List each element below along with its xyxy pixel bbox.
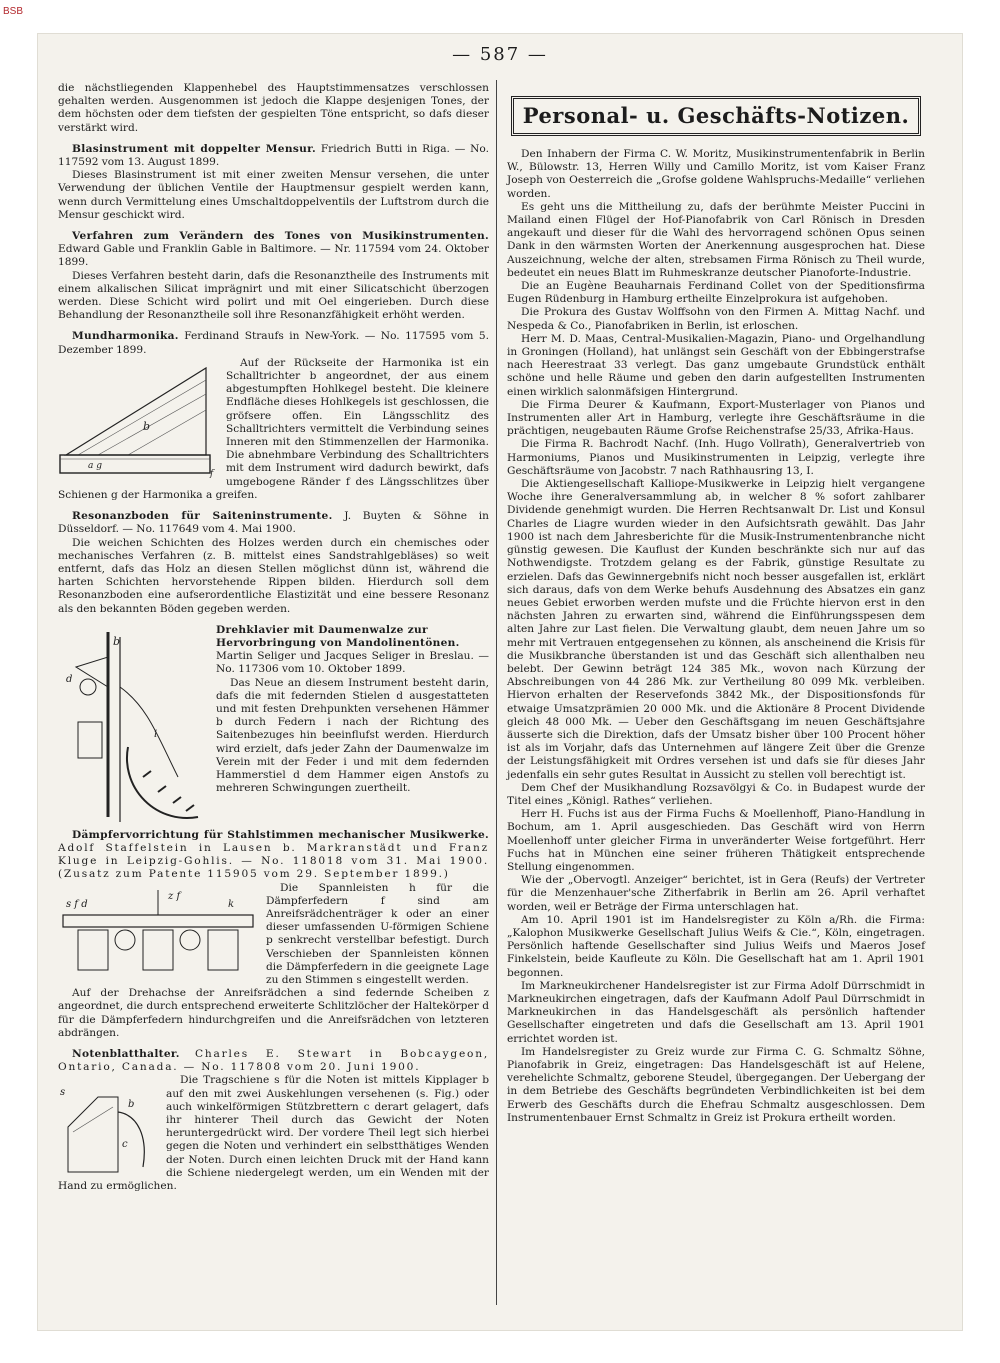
drehklavier-figure <box>58 627 208 827</box>
entry-title: Notenblatthalter. <box>72 1047 180 1060</box>
notice-paragraph: Dem Chef der Musikhandlung Rozsavölgyi & Co. in Budapest wurde der Titel eines „Königl. Rathes“ verliehen. <box>507 781 925 807</box>
library-mark: BSB <box>3 6 24 17</box>
entry-meta: Charles E. Stewart in Bobcaygeon, Ontario, Canada. — No. 117808 vom 20. Juni 1900. <box>58 1047 490 1074</box>
patent-notenblatthalter <box>58 1048 489 1193</box>
svg-text:d: d <box>66 673 73 685</box>
svg-text:z f: z f <box>168 890 181 902</box>
notice-paragraph: Herr H. Fuchs ist aus der Firma Fuchs & Moellenhoff, Piano-Handlung in Bochum, am 1. April ausgeschieden. Das Geschäft wird von Herrn Moellenhoff unter gleicher Firma in unveränderter Weise fortgeführt. Herr Fuchs hat in München eine seiner früheren Thätigkeit entsprechende Stellung eingenommen. <box>507 808 925 873</box>
svg-text:a g: a g <box>88 460 102 471</box>
entry-title: Blasinstrument mit doppelter Mensur. <box>72 142 316 155</box>
entry-meta: Adolf Staffelstein in Lausen b. Markranstädt und Franz Kluge in Leipzig-Gohlis. — No. 118018 vom 31. Mai 1900. (Zusatz zum Patente 115905 vom 29. September 1899.) <box>58 841 489 881</box>
entry-body: Die Spannleisten h für die Dämpferfedern f sind am Anreifsrädchenträger k oder an einer dieser umfassenden U-förmigen Schiene p senkrecht verstellbar befestigt. Durch Verschieben der Spannleisten können die Dämpferfedern in die geeignete Lage zu den Stimmen s eingestellt werden. <box>266 881 489 986</box>
entry-meta: Friedrich Butti in Riga. — No. 117592 vom 13. August 1899. <box>58 142 489 169</box>
svg-text:b: b <box>143 419 151 433</box>
entry-meta: Edward Gable und Franklin Gable in Baltimore. — Nr. 117594 vom 24. Oktober 1899. <box>58 243 489 269</box>
notice-paragraph: Die an Eugène Beauharnais Ferdinand Collet von der Speditionsfirma Eugen Rüdenburg in Hamburg ertheilte Einzelprokura ist aufgehoben. <box>507 280 925 306</box>
notice-paragraph: Es geht uns die Mittheilung zu, dafs der berühmte Meister Puccini in Mailand einen Flügel der Hof-Pianofabrik von Carl Rönisch in Dresden angekauft und dieser für die Wahl des hervorragend schönen Opus seinen Dank in den wärmsten Worten der Anerkennung ausgesprochen hat. Diese Auszeichnung, welche der alten, strebsamen Firma Rönisch zu Theil wurde, bedeutet ein neues Blatt im Ruhmeskranze deutscher Pianoforte-Industrie. <box>507 200 925 279</box>
svg-text:f: f <box>210 468 214 479</box>
patent-drehklavier <box>58 624 489 796</box>
daempfer-figure <box>58 885 258 985</box>
patent-daempfer <box>58 829 489 1040</box>
entry-body: Die Tragschiene s für die Noten ist mittels Kipplager b auf den mit zwei Auskehlungen versehenen (s. Fig.) oder auch winkelförmigen Stützbrettern c derart gelagert, dafs ihr hinterer Theil durch das Gewicht der Noten heruntergedrückt wird. Der vordere Theil legt sich hierbei gegen die Noten und verhindert ein selbstthätiges Wenden der Noten. Durch einen leichten Druck mit der Hand kann die Schiene niedergelegt werden, um ein Wenden mit der Hand zu ermöglichen. <box>58 1074 489 1192</box>
entry-title: Resonanzboden für Saiteninstrumente. <box>72 510 333 523</box>
entry-meta: J. Buyten & Söhne in Düsseldorf. — No. 117649 vom 4. Mai 1900. <box>58 510 489 536</box>
entry-body: Das Neue an diesem Instrument besteht darin, dafs die mit federnden Stielen d ausgestatteten und mit festen Drehpunkten versehenen Hämmer b durch Federn i nach der Richtung des Saitenbezuges hin beeinflufst werden. Hierdurch wird erzielt, dafs jeder Zahn der Daumenwalze im Verein mit der Feder i und mit dem federnden Hammerstiel d dem Hammer eigen Anstofs zu mehreren Schwingungen zuertheilt. <box>216 676 489 795</box>
notice-paragraph: Den Inhabern der Firma C. W. Moritz, Musikinstrumentenfabrik in Berlin W., Bülowstr. 13, Herren Willy und Camillo Moritz, ist vom Kaiser Franz Joseph von Oesterreich die „Grofse goldene Wahlspruchs-Medaille“ verliehen worden. <box>507 148 925 200</box>
patent-mundharmonika <box>58 330 489 502</box>
patent-blasinstrument <box>58 143 489 222</box>
notice-paragraph: Im Handelsregister zu Greiz wurde zur Firma C. G. Schmaltz Söhne, Pianofabrik in Greiz, eingetragen: Das Handelsgeschäft ist auf Helene, verehelichte Schmaltz, geborene Steudel, übergegangen. Der Uebergang der in dem Betriebe des Geschäfts begründeten Verbindlichkeiten ist bei dem Erwerb des Geschäfts durch die Ehefrau Schmaltz ausgeschlossen. Dem Instrumentenbauer Ernst Schmaltz in Greiz ist Prokura ertheilt worden. <box>507 1045 925 1124</box>
page-number: — 587 — <box>452 44 548 65</box>
svg-text:s: s <box>60 1087 66 1099</box>
svg-text:b: b <box>128 1099 135 1111</box>
svg-text:i: i <box>154 728 158 740</box>
svg-text:c: c <box>122 1139 128 1151</box>
notice-paragraph: Die Prokura des Gustav Wolffsohn von den Firmen A. Mittag Nachf. und Nespeda & Co., Pianofabriken in Berlin, ist erloschen. <box>507 306 925 332</box>
entry-meta: Ferdinand Straufs in New-York. — No. 117595 vom 5. Dezember 1899. <box>58 330 489 356</box>
right-column <box>507 82 925 1125</box>
entry-title: Drehklavier mit Daumenwalze zur Hervorbringung von Mandolinentönen. <box>216 623 460 649</box>
svg-text:s f d: s f d <box>66 898 88 910</box>
entry-title: Verfahren zum Verändern des Tones von Musikinstrumenten. <box>72 230 489 243</box>
entry-body: Auf der Rückseite der Harmonika ist ein Schalltrichter b angeordnet, der aus einem abgestumpften Hohlkegel besteht. Die kleinere Endfläche dieses Hohlkegels ist geschlossen, die gröfsere offen. Ein Längsschlitz des Schalltrichters vermittelt die Verbindung seines Inneren mit den Stimmenzellen der Harmonika. Die abnehmbare Verbindung des Schalltrichters mit dem Instrument wird dadurch bewirkt, dafs umgebogene Ränder f des Längsschlitzes über Schienen g der Harmonika a greifen. <box>58 356 489 501</box>
section-header: Personal- u. Geschäfts-Notizen. <box>511 96 921 136</box>
entry-meta: Martin Seliger und Jacques Seliger in Breslau. — No. 117306 vom 10. Oktober 1899. <box>216 650 489 676</box>
entry-body: Dieses Verfahren besteht darin, dafs die Resonanztheile des Instruments mit einem alkalischen Silicat imprägnirt und mit einer Silicatschicht überzogen werden. Diese Schicht wird polirt und mit Oel eingerieben. Durch diese Behandlung der Resonanztheile soll ihre Resonanzfähigkeit erhöht werden. <box>58 269 489 322</box>
patent-verfahren <box>58 230 489 322</box>
entry-title: Mundharmonika. <box>72 330 179 343</box>
notice-list <box>507 148 925 1125</box>
notice-paragraph: Im Markneukirchener Handelsregister ist zur Firma Adolf Dürrschmidt in Markneukirchen eingetragen, dafs der Kaufmann Adolf Paul Dürrschmidt in Markneukirchen in das Handelsgeschäft als persönlich haftender Gesellschafter eingetreten und dafs die Gesellschaft am 13. April 1901 errichtet worden ist. <box>507 979 925 1045</box>
notenblatthalter-figure <box>58 1077 158 1177</box>
column-divider <box>496 80 497 1305</box>
harmonica-figure <box>58 360 218 480</box>
notice-paragraph: Die Aktiengesellschaft Kalliope-Musikwerke in Leipzig hielt vergangene Woche ihre Generalversammlung ab, in welcher 8 % sofort zahlbarer Dividende genehmigt wurden. Die Herren Rechtsanwalt Dr. List und Konsul Charles de Liagre wurden wieder in den Aufsichtsrath gewählt. Das Jahr 1900 ist nach dem Jahresberichte für die Musik-Instrumentenbranche nicht günstig gewesen. Die Kauflust der Kunden beschränkte sich nur auf das Nothwendigste. Trotzdem gelang es der Fabrik, günstige Resultate zu erzielen. Dafs das Gewinnergebnifs nicht noch besser ausgefallen ist, erklärt sich daraus, dafs von dem Werke behufs Ausdehnung des Absatzes ein ganz neues Gebiet erworben werden mufste und die Früchte hiervon erst in den nächsten Jahren zu erwarten sind, während die Einführungsspesen dem alten Jahre zur Last fielen. Die Verwaltung glaubt, dem neuen Jahre um so mehr mit Vertrauen entgegensehen zu können, als anscheinend die Krisis für die Musikbranche überstanden ist und das Geschäft sich allenthalben neu belebt. Der Gewinn beträgt 124 385 Mk., wovon nach Kürzung der Abschreibungen von 44 286 Mk. zur Vertheilung 80 099 Mk. verbleiben. Hiervon erhalten der Reservefonds 3842 Mk., der Dispositionsfonds für etwaige Umsatzprämien 20 000 Mk. und die Aktionäre 8 Procent Dividende gleich 48 000 Mk. — Ueber den Geschäftsgang im neuen Geschäftsjahre äusserte sich die Direktion, dafs der Umsatz bisher über 100 Procent höher ist als im Vorjahr, dafs das Unternehmen auf längere Zeit über die Grenze der Leistungsfähigkeit mit Ordres versehen ist und dafs sie für dieses Jahr jedenfalls ein sehr gutes Resultat in Aussicht zu stellen voll berechtigt ist. <box>507 478 925 781</box>
notice-paragraph: Herr M. D. Maas, Central-Musikalien-Magazin, Piano- und Orgelhandlung in Groningen (Holland), hat unlängst sein Geschäft von der Ebbingerstrafse nach Heerestraat 33 verlegt. Das ganz umgebaute Grundstück enthält schöne und helle Räume und geben den darin aufgestellten Instrumenten einen wirklich salonmäfsigen Hintergrund. <box>507 332 925 398</box>
entry-body: Dieses Blasinstrument ist mit einer zweiten Mensur versehen, die unter Verwendung der üblichen Ventile der Hauptmensur gespielt werden kann, wenn durch Vermittelung eines Umschaltdoppelventils der Luftstrom durch die Mensur geschickt wird. <box>58 169 489 221</box>
entry-body: Die weichen Schichten des Holzes werden durch ein chemisches oder mechanisches Verfahren (z. B. mittelst eines Sandstrahlgebläses) so weit entfernt, dafs das Holz an diesen Stellen möglichst dünn ist, während die harten Schichten hervorstehende Rippen bilden. Hierdurch soll dem Resonanzboden eine aufserordentliche Elastizität und eine bessere Resonanz als den bekannten Böden gegeben werden. <box>58 536 489 615</box>
notice-paragraph: Am 10. April 1901 ist im Handelsregister zu Köln a/Rh. die Firma: „Kalophon Musikwerke Gesellschaft Julius Weifs & Cie.“, Köln, eingetragen. Persönlich haftende Gesellschafter sind Julius Weifs und Maeros Josef Finkelstein, beide Kaufleute zu Köln. Die Gesellschaft hat am 1. April 1901 begonnen. <box>507 913 925 979</box>
notice-paragraph: Die Firma Deurer & Kaufmann, Export-Musterlager von Pianos und Instrumenten aller Art in Hamburg, verlegte ihre Geschäftsräume in die prächtigen, neugebauten Räume Grofse Reichenstrafse 25/33, Afrika-Haus. <box>507 398 925 438</box>
entry-body: Auf der Drehachse der Anreifsrädchen a sind federnde Scheiben z angeordnet, die durch entsprechend erweiterte Schlitzlöcher der Haltekörper d für die Dämpferfedern hindurchgreifen und die Anreifsrädchen von letzteren abdrängen. <box>58 987 489 1039</box>
left-column <box>58 82 489 1193</box>
svg-text:k: k <box>228 898 235 910</box>
svg-text:b: b <box>113 634 121 648</box>
notice-paragraph: Die Firma R. Bachrodt Nachf. (Inh. Hugo Vollrath), Generalvertrieb von Harmoniums, Pianos und Musikinstrumenten in Leipzig, verlegte ihre Geschäftsräume von Jacobstr. 7 nach Rathhausring 13, I. <box>507 438 925 477</box>
intro-text: die nächstliegenden Klappenhebel des Hauptstimmensatzes verschlossen gehalten werden. Ausgenommen ist jedoch die Klappe desjenigen Tones, der dem höchsten oder dem tiefsten der gespielten Töne entspricht, so dafs dieser verstärkt wird. <box>58 82 489 134</box>
entry-title: Dämpfervorrichtung für Stahlstimmen mechanischer Musikwerke. <box>72 828 489 841</box>
patent-resonanzboden <box>58 510 489 616</box>
notice-paragraph: Wie der „Obervogtl. Anzeiger“ berichtet, ist in Gera (Reufs) der Vertreter für die Menzenhauer'sche Zitherfabrik in Berlin am 26. April verhaftet worden, weil er Beträge der Firma unterschlagen hat. <box>507 874 925 913</box>
